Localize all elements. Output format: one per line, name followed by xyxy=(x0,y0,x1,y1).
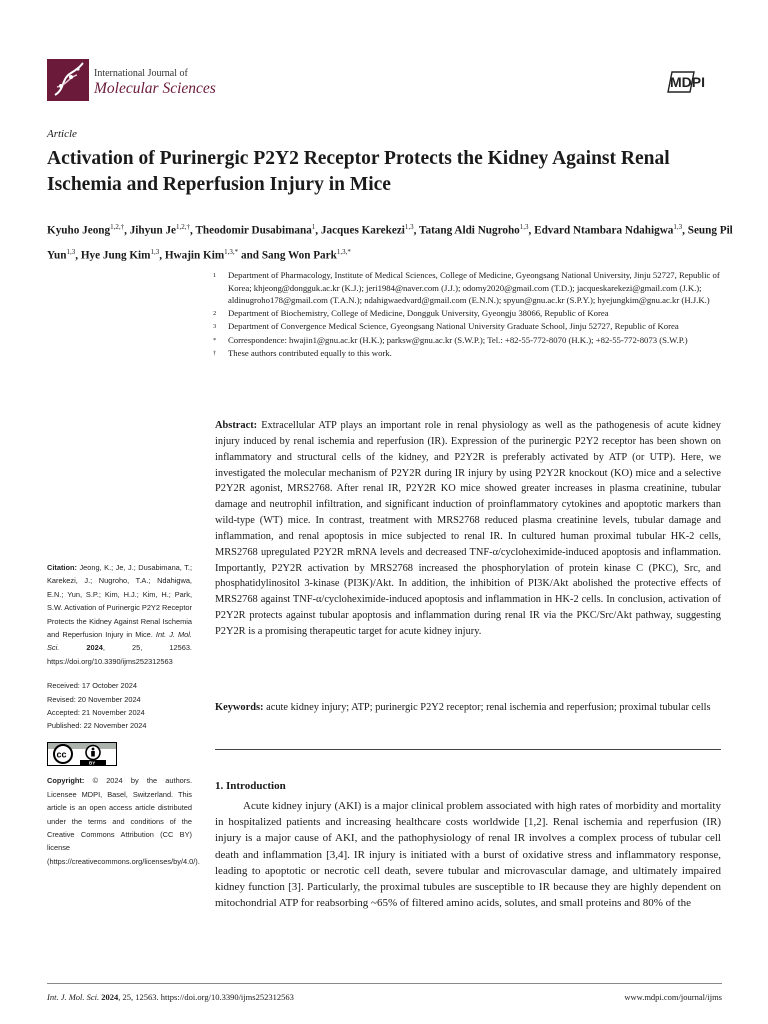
affiliation-text: These authors contributed equally to this work. xyxy=(228,348,392,358)
author-affiliation-marker: 1,2,† xyxy=(176,223,191,231)
section-divider xyxy=(215,749,721,750)
citation-volume: , 25, 12563. xyxy=(102,643,192,653)
footer-doi[interactable]: , 25, 12563. https://doi.org/10.3390/ijms252312563 xyxy=(118,992,294,1002)
journal-name-line2: Molecular Sciences xyxy=(94,80,216,97)
copyright-block xyxy=(47,774,200,868)
author-affiliation-marker: 1,3 xyxy=(66,247,76,256)
author-affiliation-marker: 1,3 xyxy=(673,223,683,231)
author-affiliation-marker: 1,3,* xyxy=(224,247,239,256)
footer-journal-url[interactable]: www.mdpi.com/journal/ijms xyxy=(624,992,722,1002)
footer-journal: Int. J. Mol. Sci. xyxy=(47,992,100,1002)
sidebar xyxy=(47,561,200,868)
abstract-label: Abstract: xyxy=(215,420,258,431)
author-name: Edvard Ntambara Ndahigwa xyxy=(534,224,674,237)
affiliation-item xyxy=(213,269,728,307)
abstract xyxy=(215,418,721,640)
date-block xyxy=(47,679,192,733)
citation-label: Citation: xyxy=(47,563,77,572)
affiliation-item xyxy=(213,307,728,321)
affiliations xyxy=(213,269,728,361)
revised-date: Revised: 20 November 2024 xyxy=(47,694,141,704)
author-affiliation-marker: 1,3 xyxy=(150,247,160,256)
author-name: Hye Jung Kim xyxy=(80,249,151,262)
author-affiliation-marker: 1,3 xyxy=(404,223,414,231)
publisher-name: MDPI xyxy=(670,74,705,90)
citation-year: 2024 xyxy=(86,643,103,653)
author-affiliation-marker: 1,3 xyxy=(519,223,529,231)
author-name: Kyuho Jeong xyxy=(47,224,111,237)
affiliation-number: 1 xyxy=(213,272,217,279)
author-affiliation-marker: 1,3,* xyxy=(336,247,351,256)
intro-heading: 1. Introduction xyxy=(215,780,286,792)
author-name: Seung Pil Yun xyxy=(47,224,733,262)
received-date: Received: 17 October 2024 xyxy=(47,681,137,691)
article-title: Activation of Purinergic P2Y2 Receptor Protects the Kidney Against Renal Ischemia and Reperfusion Injury in Mice xyxy=(47,148,670,195)
intro-paragraph: Acute kidney injury (AKI) is a major clinical problem associated with high rates of morbidity and mortality in hospitalized patients and increasing healthcare costs worldwide [1,2]. Renal ischemia and reperfusion (IR) injury is a major cause of AKI, and the pathophysiology of renal IR involves a complex process of tubular cell death and inflammation [3,4]. IR injury is initiated with a burst of oxidative stress and inflammatory response, leading to apoptotic or necrotic cell death, severe tubular and microvascular damage, and ultimately impaired kidney function [3]. Particularly, the proximal tubules are susceptible to IR because they are highly dependent on mitochondrial ATP for reabsorbing ~65% of filtered amino acids, solutes, and small proteins and 80% of the xyxy=(215,800,721,910)
citation-text: Jeong, K.; Je, J.; Dusabimana, T.; Karekezi, J.; Nugroho, T.A.; Ndahigwa, E.N.; Yun, S.P.; Kim, H.J.; Kim, H.; Park, S.W. Activation of Purinergic P2Y2 Receptor Protects the Kidney Against Renal Ischemia and Reperfusion Injury in Mice. xyxy=(47,563,193,640)
author-affiliation-marker: 1,2,† xyxy=(110,223,125,231)
affiliation-number: 3 xyxy=(213,323,217,330)
cc-by-license-icon[interactable] xyxy=(47,742,117,766)
author-name: Tatang Aldi Nugroho xyxy=(419,224,520,237)
affiliation-text: Department of Pharmacology, Institute of Medical Sciences, College of Medicine, Gyeongsang National University, Jinju 52727, Republic of Korea; khjeong@dongguk.ac.kr (K.J.); jeri1984@naver.com (J.J.); odomy2020@gmail.com (T.D.); jacqueskarekezi@gmail.com (J.K.); aldinugroho178@gmail.com (T.A.N.); ndahigwaedvard@gmail.com (E.N.N.); spyun@gnu.ac.kr (S.P.Y.); hyejungkim@gnu.ac.kr (H.J.K.) xyxy=(228,270,720,305)
author-name: Sang Won Park xyxy=(261,249,337,262)
affiliation-item xyxy=(213,320,728,334)
svg-text:cc: cc xyxy=(56,749,67,760)
copyright-text: © 2024 by the authors. Licensee MDPI, Basel, Switzerland. This article is an open access article distributed under the terms and conditions of the Creative Commons Attribution (CC BY) license (https://creativecommons.org/licenses/by/4.0/). xyxy=(47,776,200,866)
author-name: Theodomir Dusabimana xyxy=(195,224,312,237)
keywords-text: acute kidney injury; ATP; purinergic P2Y2 receptor; renal ischemia and reperfusion; proximal tubular cells xyxy=(266,702,711,713)
accepted-date: Accepted: 21 November 2024 xyxy=(47,708,145,718)
author-name: Jihyun Je xyxy=(129,224,177,237)
keywords-label: Keywords: xyxy=(215,702,264,713)
mdpi-logo-icon xyxy=(666,70,722,94)
journal-logo-icon xyxy=(47,59,89,101)
affiliation-item xyxy=(213,347,728,361)
keywords xyxy=(215,700,721,716)
citation-block xyxy=(47,561,192,668)
published-date: Published: 22 November 2024 xyxy=(47,721,147,731)
journal-name-line1: International Journal of xyxy=(94,68,188,79)
affiliation-item xyxy=(213,334,728,348)
copyright-label: Copyright: xyxy=(47,776,85,786)
author-name: Jacques Karekezi xyxy=(320,224,405,237)
license-badge-text: BY xyxy=(89,760,96,766)
citation-doi-link[interactable]: https://doi.org/10.3390/ijms252312563 xyxy=(47,656,173,666)
affiliation-text: Department of Biochemistry, College of Medicine, Dongguk University, Gyeongju 38066, Republic of Korea xyxy=(228,307,609,318)
affiliation-text: Department of Convergence Medical Science, Gyeongsang National University Graduate School, Jinju 52727, Republic of Korea xyxy=(228,321,679,331)
footer-divider xyxy=(47,983,722,984)
affiliation-number: * xyxy=(213,336,217,344)
footer-year: 2024 xyxy=(101,992,119,1002)
affiliation-number: † xyxy=(213,350,217,357)
article-type: Article xyxy=(47,128,77,140)
footer-citation xyxy=(47,992,294,1002)
citation-journal: Int. J. Mol. Sci. xyxy=(47,630,192,653)
author-affiliation-marker: 1 xyxy=(311,223,316,231)
author-list: Kyuho Jeong$^{1,2,\dagger}$, Jihyun $Je^{1,2,\dagger}$, Theodomir Dusabimana$^1$, Jacques Karekezi$^{1,3}$, Tatang Aldi Nugroho$^{1,3}$, Edvard Ntambara Ndahigwa$^{1,3}$, Seung Pil Yun$^{1,3}$, Hye Jung Kim$^{1,3}$, Hwajin Kim$^{1,3,*}$ and Sang Won Park$^{1,3,*}$ xyxy=(47,223,733,262)
affiliation-text: Correspondence: hwajin1@gnu.ac.kr (H.K.); parksw@gnu.ac.kr (S.W.P.); Tel.: +82-55-772-8070 (H.K.); +82-55-772-8073 (S.W.P.) xyxy=(228,334,688,345)
author-name: Hwajin Kim xyxy=(164,249,225,262)
abstract-text: Extracellular ATP plays an important role in renal physiology as well as the pathogenesis of acute kidney injury induced by renal ischemia and reperfusion (IR). Expression of the purinergic P2Y2 receptor has been shown on inflammatory and structural cells of the kidney, and P2Y2R is preferably activated by ATP (or UTP). Here, we investigated the molecular mechanism of P2Y2R during IR injury by using P2Y2R knockout (KO) mice and a selective P2Y2R agonist, MRS2768. After renal IR, P2Y2R KO mice showed greater increases in plasma creatinine, tubular damage and neutrophil infiltration, and significant induction of proinflammatory cytokines and apoptotic markers than wild-type (WT) mice. In contrast, treatment with MRS2768 reduced plasma creatinine levels, tubular damage and inflammation, and renal apoptosis in mice subjected to renal IR. In cultured human proximal tubular HK-2 cells, MRS2768 upregulated P2Y2R mRNA levels and decreased TNF-α/cycloheximide-induced apoptosis and inflammation. Importantly, P2Y2R activation by MRS2768 increased the phosphorylation of protein kinase C (PKC), Src, and phosphatidylinositol 3-kinase (PI3K)/Akt. In addition, the inhibition of PI3K/Akt abolished the protective effects of MRS2768 against TNF-α/cycloheximide-induced apoptosis and inflammation in HK-2 cells. In conclusion, activation of P2Y2R protects against tubular apoptosis and inflammation during renal IR via the PKC/Src/Akt pathway, suggesting P2Y2R is a promising therapeutic target for acute kidney injury. xyxy=(215,420,721,637)
affiliation-number: 2 xyxy=(213,309,217,317)
